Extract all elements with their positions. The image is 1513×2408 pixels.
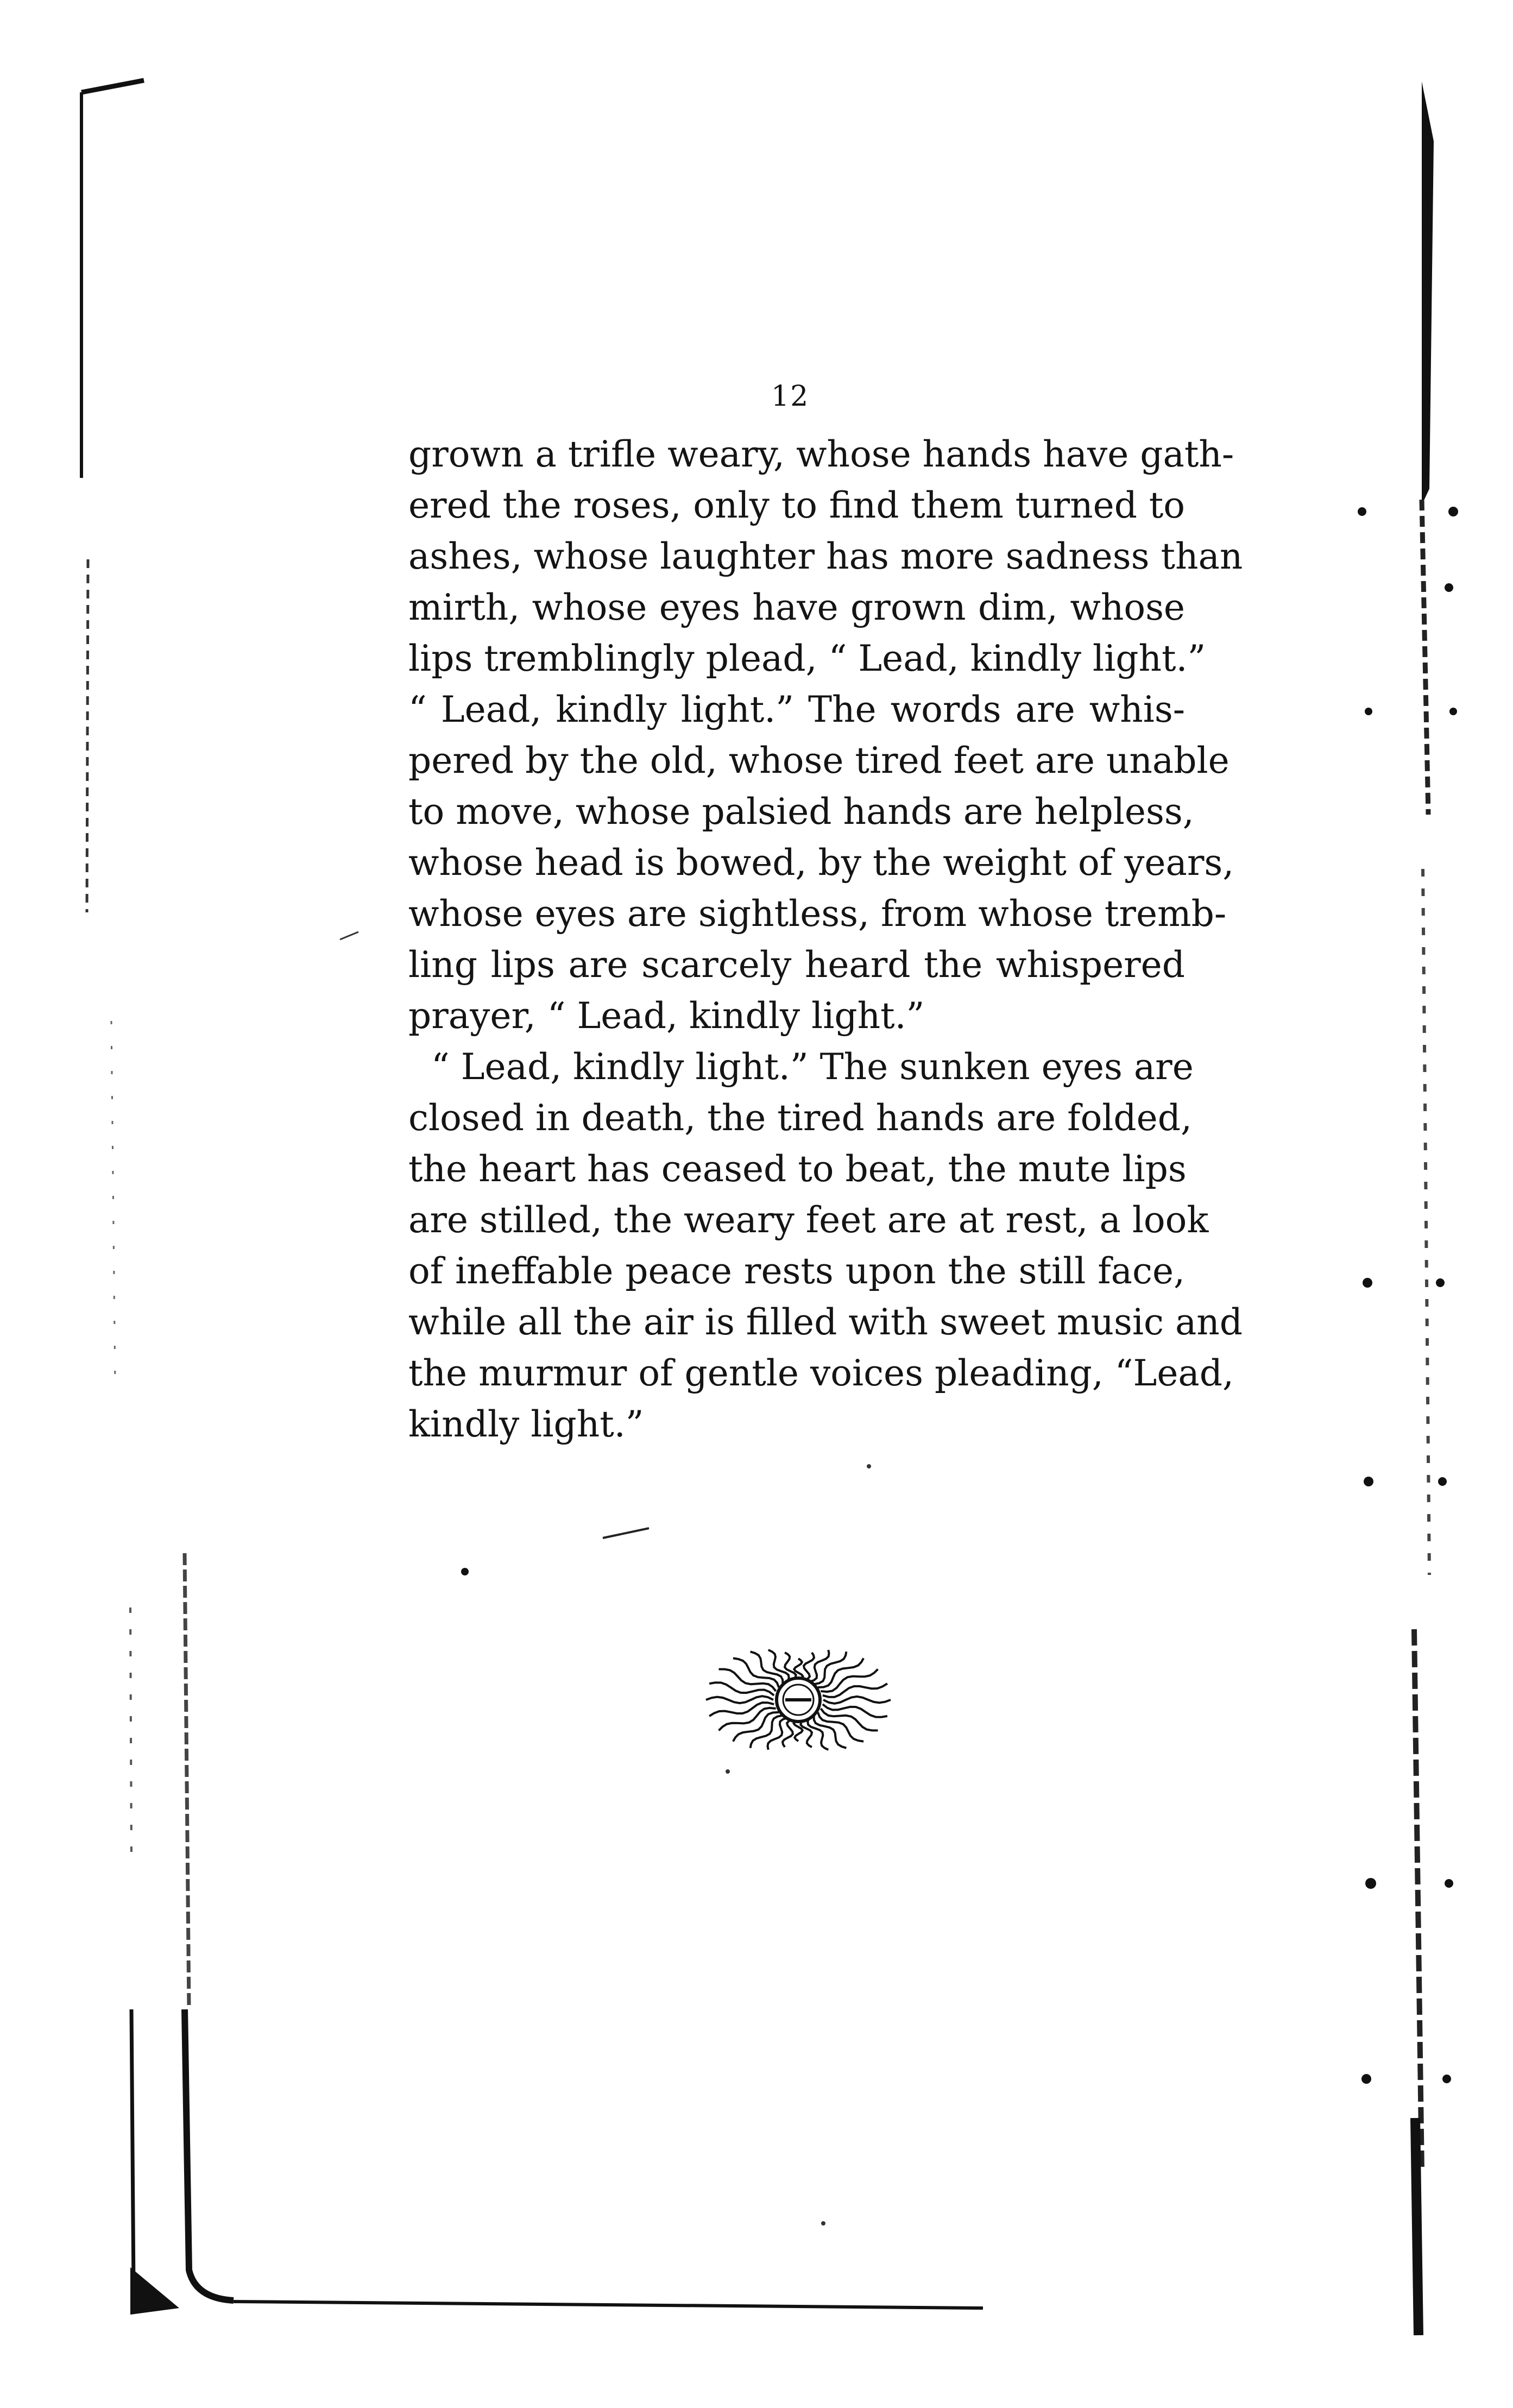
text-line: ered the roses, only to find them turned to bbox=[408, 484, 1185, 526]
text-line: are stilled, the weary feet are at rest, a look bbox=[408, 1199, 1209, 1241]
sunburst-ray bbox=[785, 1653, 796, 1680]
text-line: “ Lead, kindly light.” The sunken eyes are bbox=[431, 1046, 1194, 1088]
text-line: while all the air is filled with sweet music and bbox=[408, 1301, 1243, 1343]
text-line: closed in death, the tired hands are folded, bbox=[408, 1097, 1192, 1139]
text-line: whose head is bowed, by the weight of years, bbox=[408, 842, 1234, 884]
paragraph bbox=[408, 429, 1243, 1042]
text-line: grown a trifle weary, whose hands have gath- bbox=[408, 433, 1234, 475]
text-line: ashes, whose laughter has more sadness than bbox=[408, 535, 1243, 577]
text-line: kindly light.” bbox=[408, 1403, 644, 1445]
text-line: to move, whose palsied hands are helpless, bbox=[408, 791, 1194, 833]
text-line: of ineffable peace rests upon the still face, bbox=[408, 1250, 1185, 1292]
sunburst-ray bbox=[804, 1653, 814, 1680]
sunburst-ornament-icon bbox=[690, 1624, 907, 1776]
paragraph bbox=[408, 1042, 1243, 1450]
text-line: mirth, whose eyes have grown dim, whose bbox=[408, 587, 1185, 628]
text-line: whose eyes are sightless, from whose tremb- bbox=[408, 893, 1227, 935]
sunburst-ray bbox=[800, 1719, 812, 1747]
sunburst-ray bbox=[814, 1716, 847, 1748]
sunburst-ray bbox=[783, 1719, 793, 1747]
text-line: lips tremblingly plead, “ Lead, kindly light.” bbox=[408, 638, 1206, 679]
text-line: prayer, “ Lead, kindly light.” bbox=[408, 995, 925, 1037]
text-line: “ Lead, kindly light.” The words are whis- bbox=[408, 689, 1185, 730]
text-line: the murmur of gentle voices pleading, “Lead, bbox=[408, 1352, 1234, 1394]
sunburst-ray bbox=[751, 1651, 783, 1684]
text-line: the heart has ceased to beat, the mute lips bbox=[408, 1148, 1187, 1190]
text-line: ling lips are scarcely heard the whispered bbox=[408, 944, 1185, 986]
body-text bbox=[408, 429, 1243, 1450]
text-line: pered by the old, whose tired feet are unable bbox=[408, 740, 1230, 781]
page-number: 12 bbox=[771, 380, 810, 413]
